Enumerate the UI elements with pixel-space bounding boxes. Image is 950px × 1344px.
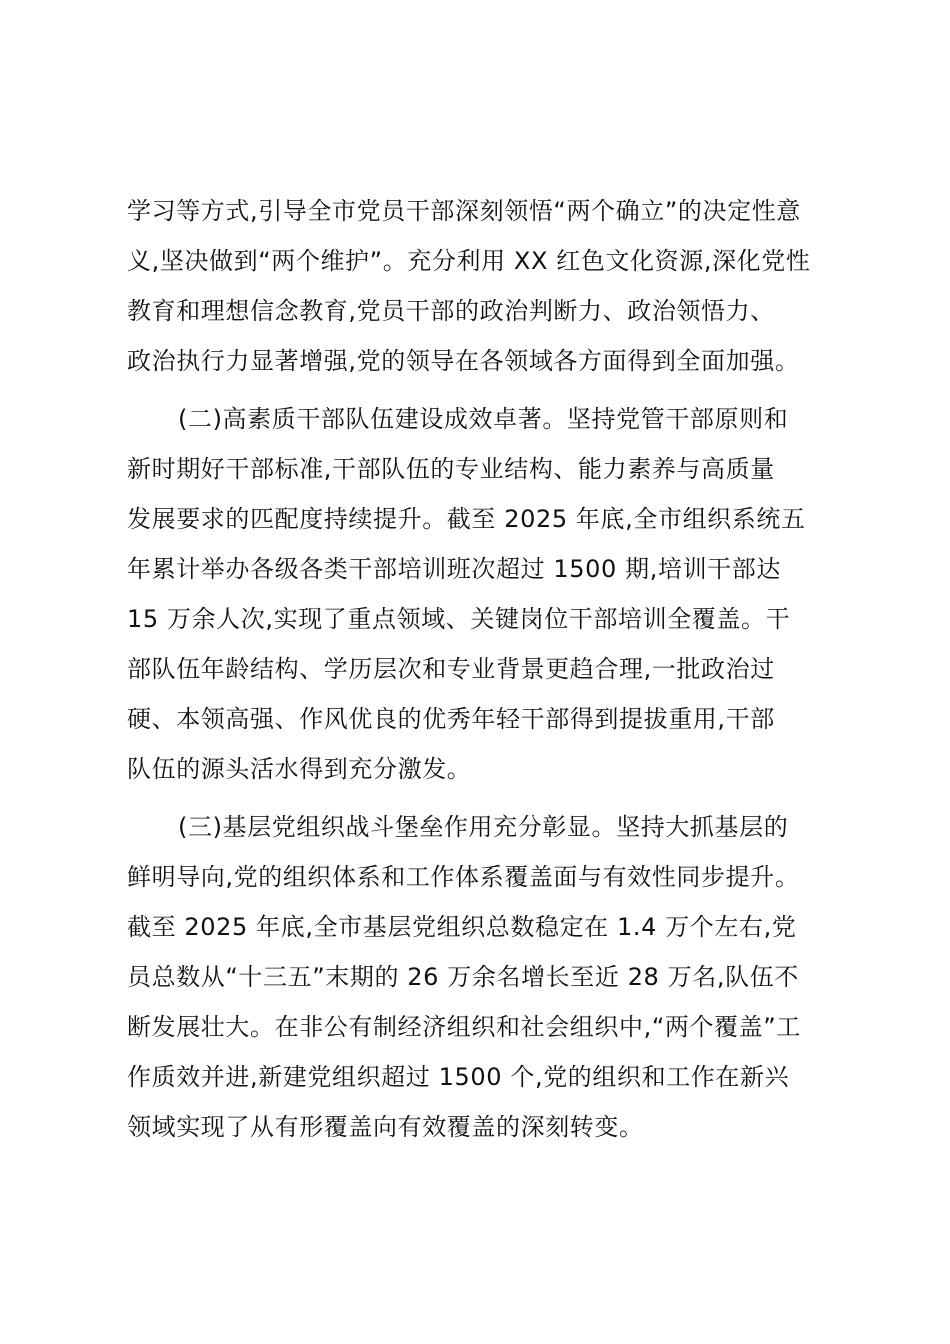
paragraph-2-line-3: 发展要求的匹配度持续提升。截至 2025 年底,全市组织系统五: [127, 505, 806, 533]
paragraph-1-line-2: 义,坚决做到“两个维护”。充分利用 XX 红色文化资源,深化党性: [127, 247, 811, 275]
paragraph-3-line-3: 截至 2025 年底,全市基层党组织总数稳定在 1.4 万个左右,党: [127, 913, 797, 941]
paragraph-3-line-7: 领域实现了从有形覆盖向有效覆盖的深刻转变。: [127, 1113, 644, 1141]
paragraph-1-line-1: 学习等方式,引导全市党员干部深刻领悟“两个确立”的决定性意: [127, 197, 801, 225]
paragraph-1-line-4: 政治执行力显著增强,党的领导在各领域各方面得到全面加强。: [127, 347, 800, 375]
paragraph-2-heading-line: (二)高素质干部队伍建设成效卓著。坚持党管干部原则和: [178, 405, 789, 433]
paragraph-3-line-5: 断发展壮大。在非公有制经济组织和社会组织中,“两个覆盖”工: [127, 1013, 801, 1041]
paragraph-2-line-8: 队伍的源头活水得到充分激发。: [127, 755, 472, 783]
paragraph-2-line-6: 部队伍年龄结构、学历层次和专业背景更趋合理,一批政治过: [127, 655, 775, 683]
paragraph-2-line-5: 15 万余人次,实现了重点领域、关键岗位干部培训全覆盖。干: [127, 605, 791, 633]
paragraph-3-line-4: 员总数从“十三五”末期的 26 万余名增长至近 28 万名,队伍不: [127, 963, 799, 991]
paragraph-2-line-7: 硬、本领高强、作风优良的优秀年轻干部得到提拔重用,干部: [127, 705, 775, 733]
paragraph-3-heading-line: (三)基层党组织战斗堡垒作用充分彰显。坚持大抓基层的: [178, 813, 789, 841]
paragraph-2-line-4: 年累计举办各级各类干部培训班次超过 1500 期,培训干部达: [127, 555, 781, 583]
paragraph-3-line-2: 鲜明导向,党的组织体系和工作体系覆盖面与有效性同步提升。: [127, 863, 800, 891]
paragraph-2-line-2: 新时期好干部标准,干部队伍的专业结构、能力素养与高质量: [127, 455, 775, 483]
paragraph-1-line-3: 教育和理想信念教育,党员干部的政治判断力、政治领悟力、: [127, 297, 775, 325]
paragraph-3-line-6: 作质效并进,新建党组织超过 1500 个,党的组织和工作在新兴: [127, 1063, 790, 1091]
